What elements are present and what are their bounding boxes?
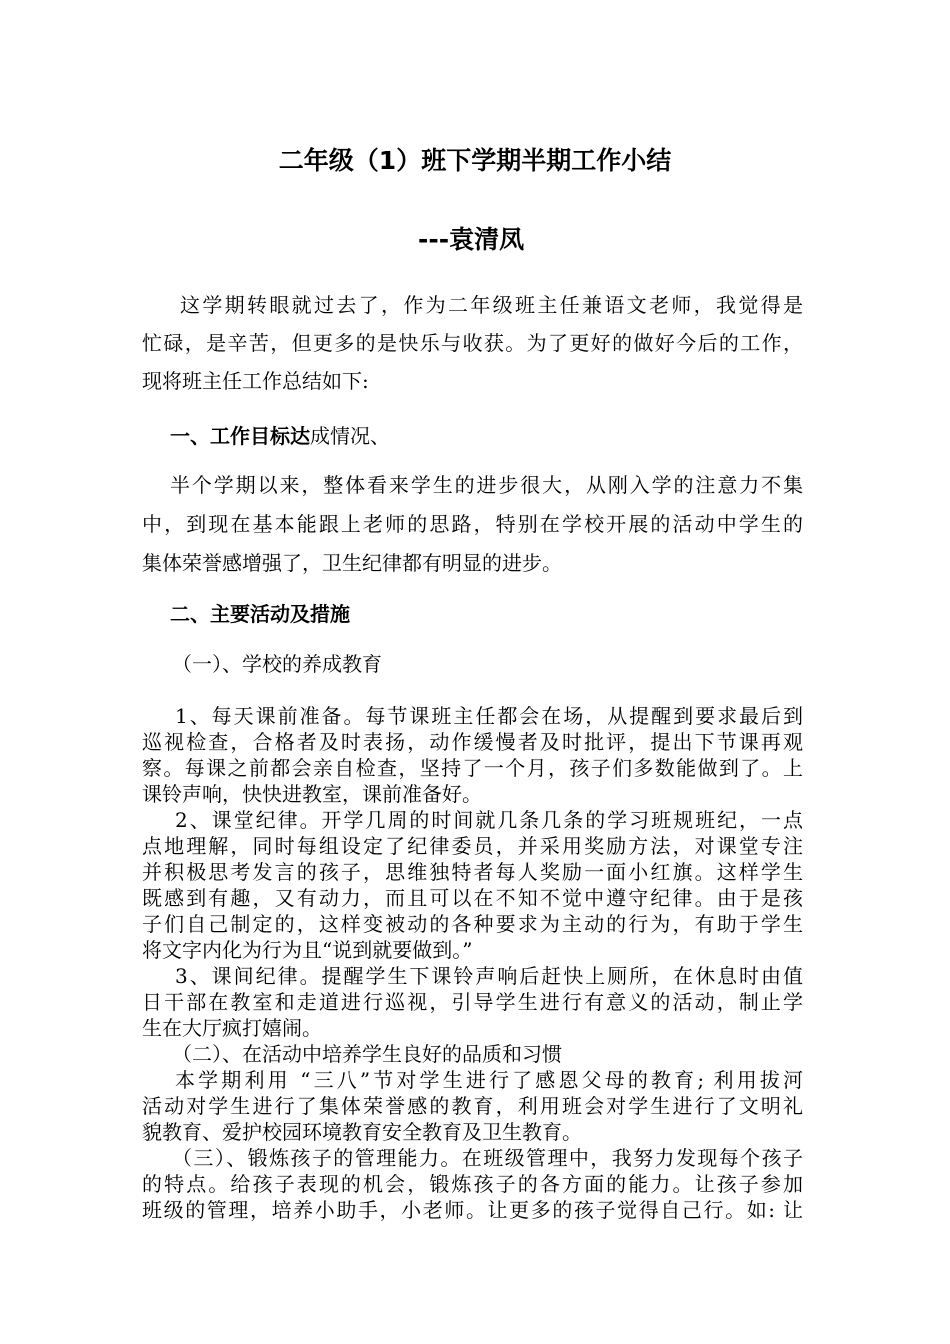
paragraph-line: 日干部在教室和走道进行巡视，引导学生进行有意义的活动，制止学 bbox=[142, 990, 803, 1014]
section-heading-1-rest: 成情况、 bbox=[310, 424, 390, 448]
paragraph-line: 集体荣誉感增强了，卫生纪律都有明显的进步。 bbox=[142, 551, 562, 575]
paragraph-line: 子们自己制定的，这样变被动的各种要求为主动的行为，有助于学生 bbox=[142, 912, 803, 936]
paragraph-line: 半个学期以来，整体看来学生的进步很大，从刚入学的注意力不集 bbox=[170, 473, 803, 497]
intro-line: 这学期转眼就过去了，作为二年级班主任兼语文老师，我觉得是 bbox=[180, 293, 803, 317]
paragraph-line: 本学期利用 “三八”节对学生进行了感恩父母的教育; 利用拔河 bbox=[175, 1068, 803, 1092]
paragraph-line: 2、课堂纪律。开学几周的时间就几条几条的学习班规班纪，一点 bbox=[175, 808, 803, 832]
paragraph-line: 貌教育、爱护校园环境教育安全教育及卫生教育。 bbox=[142, 1120, 582, 1144]
subsection-title-2: （二）、在活动中培养学生良好的品质和习惯 bbox=[172, 1042, 562, 1066]
section-heading-2: 二、主要活动及措施 bbox=[170, 602, 350, 626]
paragraph-line: 3、课间纪律。提醒学生下课铃声响后赶快上厕所，在休息时由值 bbox=[175, 964, 803, 988]
paragraph-line: 课铃声响，快快进教室，课前准备好。 bbox=[142, 782, 482, 806]
paragraph-line: 生在大厅疯打嬉闹。 bbox=[142, 1016, 322, 1040]
paragraph-line: 中，到现在基本能跟上老师的思路，特别在学校开展的活动中学生的 bbox=[142, 512, 803, 536]
paragraph-line: 将文字内化为行为且“说到就要做到。” bbox=[142, 938, 473, 962]
section-heading-1-bold: 一、工作目标达 bbox=[170, 424, 310, 448]
paragraph-line: 1、每天课前准备。每节课班主任都会在场，从提醒到要求最后到 bbox=[175, 704, 803, 728]
intro-line: 现将班主任工作总结如下: bbox=[142, 369, 369, 393]
paragraph-line: 的特点。给孩子表现的机会，锻炼孩子的各方面的能力。让孩子参加 bbox=[142, 1172, 803, 1196]
intro-line: 忙碌，是辛苦，但更多的是快乐与收获。为了更好的做好今后的工作， bbox=[142, 331, 803, 355]
author-name: ---袁清凤 bbox=[418, 225, 525, 254]
subsection-title-1: （一）、学校的养成教育 bbox=[172, 652, 382, 676]
section-heading-1 bbox=[170, 422, 390, 450]
paragraph-line: 点地理解，同时每组设定了纪律委员，并采用奖励方法，对课堂专注 bbox=[142, 834, 803, 858]
paragraph-line: 既感到有趣，又有动力，而且可以在不知不觉中遵守纪律。由于是孩 bbox=[142, 886, 803, 910]
paragraph-line: 巡视检查，合格者及时表扬，动作缓慢者及时批评，提出下节课再观 bbox=[142, 730, 803, 754]
document-title: 二年级（1）班下学期半期工作小结 bbox=[278, 146, 672, 175]
paragraph-line: 活动对学生进行了集体荣誉感的教育，利用班会对学生进行了文明礼 bbox=[142, 1094, 803, 1118]
paragraph-line: （三）、锻炼孩子的管理能力。在班级管理中，我努力发现每个孩子 bbox=[172, 1146, 803, 1170]
paragraph-line: 并积极思考发言的孩子，思维独特者每人奖励一面小红旗。这样学生 bbox=[142, 860, 803, 884]
paragraph-line: 察。每课之前都会亲自检查，坚持了一个月，孩子们多数能做到了。上 bbox=[142, 756, 803, 780]
paragraph-line: 班级的管理，培养小助手，小老师。让更多的孩子觉得自己行。如: 让 bbox=[142, 1198, 803, 1222]
